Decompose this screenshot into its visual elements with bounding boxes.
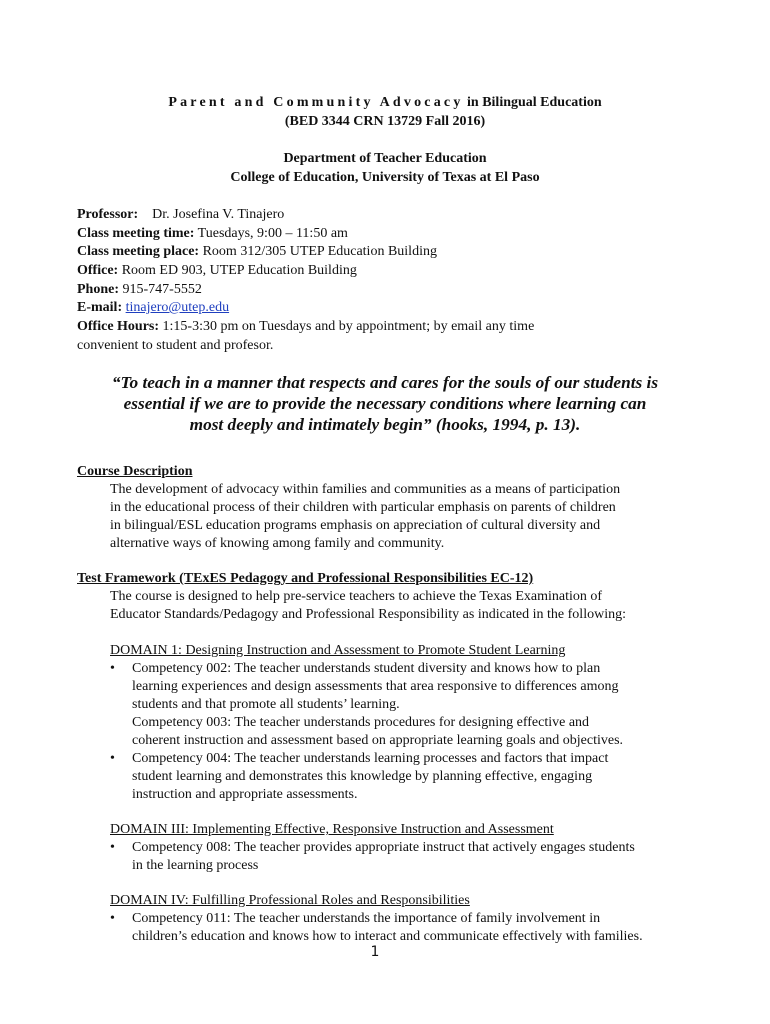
meeting-time-line [77, 225, 697, 243]
meeting-place-label: Class meeting place: [77, 244, 200, 259]
meeting-time-value: Tuesdays, 9:00 – 11:50 am [197, 226, 348, 241]
course-description-line: in bilingual/ESL education programs emphasis on appreciation of cultural diversity and [110, 518, 601, 533]
bullet-text-line: Competency 002: The teacher understands student diversity and knows how to plan [132, 661, 601, 676]
meeting-time-label: Class meeting time: [77, 226, 195, 241]
office-hours-value: 1:15-3:30 pm on Tuesdays and by appointment; by email any time [162, 319, 535, 334]
phone-line [77, 281, 697, 299]
email-line [77, 299, 697, 317]
bullet-text-line: Competency 004: The teacher understands learning processes and factors that impact [132, 751, 609, 766]
domain-3-heading: DOMAIN III: Implementing Effective, Responsive Instruction and Assessment [110, 822, 554, 837]
bullet-text-line: Competency 003: The teacher understands procedures for designing effective and [132, 715, 590, 730]
bullet-icon: • [110, 661, 115, 676]
office-hours-label: Office Hours: [77, 319, 160, 334]
test-framework-heading: Test Framework (TExES Pedagogy and Professional Responsibilities EC-12) [77, 571, 534, 586]
office-label: Office: [77, 263, 119, 278]
bullet-text-line: instruction and appropriate assessments. [132, 787, 358, 802]
bullet-text-line: Competency 008: The teacher provides appropriate instruct that actively engages students [132, 840, 635, 855]
test-framework-intro-line: Educator Standards/Pedagogy and Professional Responsibility as indicated in the following: [110, 607, 626, 622]
office-hours-line [77, 318, 697, 336]
bullet-icon: • [110, 911, 115, 926]
quote-line-2: essential if we are to provide the necessary conditions where learning can [123, 394, 647, 413]
course-description-line: in the educational process of their children with particular emphasis on parents of children [110, 500, 616, 515]
phone-value: 915-747-5552 [122, 282, 202, 297]
domain-1-heading: DOMAIN 1: Designing Instruction and Assessment to Promote Student Learning [110, 643, 566, 658]
bullet-text-line: student learning and demonstrates this knowledge by planning effective, engaging [132, 769, 593, 784]
bullet-text-line: in the learning process [132, 858, 259, 873]
professor-line [77, 206, 697, 224]
college-name: College of Education, University of Texas at El Paso [230, 170, 540, 185]
course-description-line: alternative ways of knowing among family and community. [110, 536, 445, 551]
email-link[interactable]: tinajero@utep.edu [125, 300, 230, 315]
course-description-heading: Course Description [77, 464, 193, 479]
meeting-place-line [77, 243, 697, 261]
bullet-text-line: students and that promote all students’ learning. [132, 697, 400, 712]
phone-label: Phone: [77, 282, 119, 297]
department-name: Department of Teacher Education [283, 151, 487, 166]
course-title-rest: in Bilingual Education [467, 95, 602, 110]
office-hours-continuation: convenient to student and profesor. [77, 338, 274, 353]
office-value: Room ED 903, UTEP Education Building [121, 263, 357, 278]
professor-label: Professor: [77, 207, 139, 222]
professor-value: Dr. Josefina V. Tinajero [152, 207, 285, 222]
bullet-text-line: coherent instruction and assessment based on appropriate learning goals and objectives. [132, 733, 624, 748]
test-framework-intro-line: The course is designed to help pre-service teachers to achieve the Texas Examination of [110, 589, 603, 604]
email-label: E-mail: [77, 300, 123, 315]
course-code: (BED 3344 CRN 13729 Fall 2016) [284, 114, 486, 129]
bullet-text-line: Competency 011: The teacher understands the importance of family involvement in [132, 911, 601, 926]
course-title-spaced: Parent and Community Advocacy [168, 95, 464, 110]
meeting-place-value: Room 312/305 UTEP Education Building [202, 244, 437, 259]
page-number: 1 [370, 944, 380, 960]
quote-line-3: most deeply and intimately begin” (hooks, 1994, p. 13). [189, 415, 581, 434]
bullet-text-line: learning experiences and design assessments that area responsive to differences among [132, 679, 619, 694]
bullet-icon: • [110, 751, 115, 766]
bullet-icon: • [110, 840, 115, 855]
domain-4-heading: DOMAIN IV: Fulfilling Professional Roles and Responsibilities [110, 893, 470, 908]
quote-line-1: “To teach in a manner that respects and cares for the souls of our students is [111, 373, 659, 392]
course-description-line: The development of advocacy within families and communities as a means of participation [110, 482, 621, 497]
office-line [77, 262, 697, 280]
bullet-text-line: children’s education and knows how to interact and communicate effectively with families. [132, 929, 643, 944]
course-title [0, 94, 770, 112]
